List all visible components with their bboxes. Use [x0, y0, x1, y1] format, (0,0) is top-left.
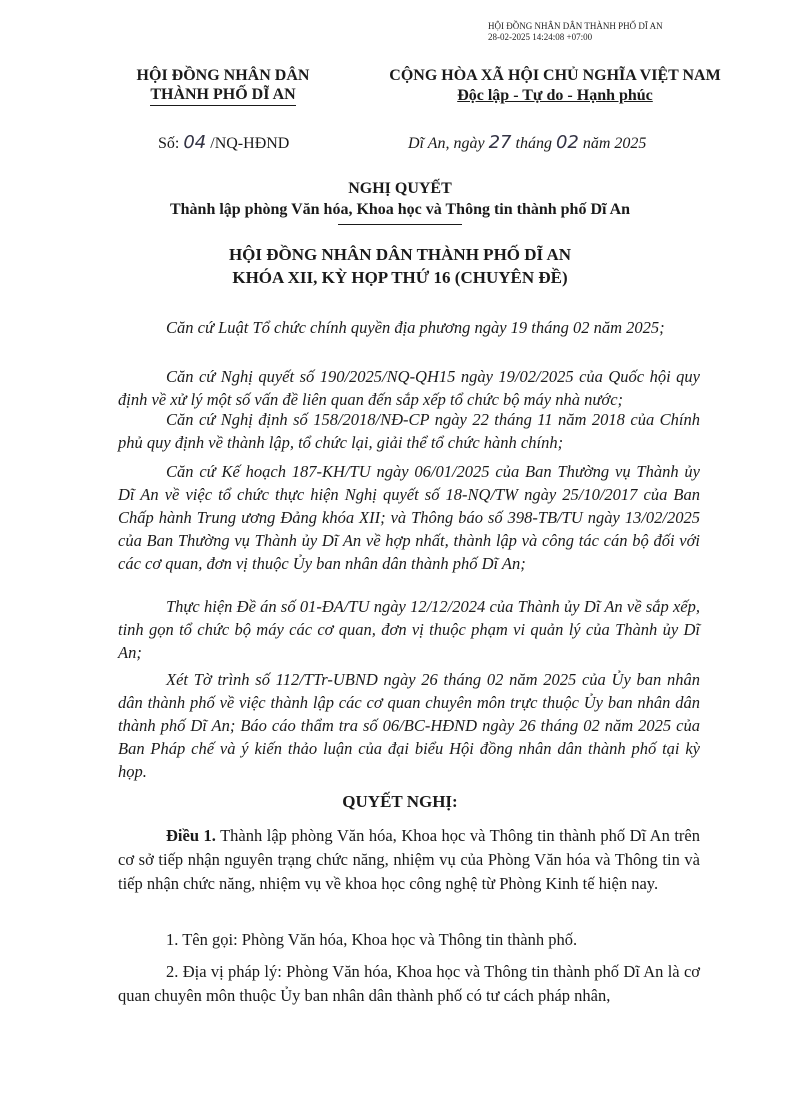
doc-number-suffix: /NQ-HĐND — [206, 135, 290, 152]
council-session: KHÓA XII, KỲ HỌP THỨ 16 (CHUYÊN ĐỀ) — [232, 268, 568, 287]
document-subject: Thành lập phòng Văn hóa, Khoa học và Thông tin thành phố Dĩ An — [169, 201, 631, 218]
article-1-item-2: 2. Địa vị pháp lý: Phòng Văn hóa, Khoa học và Thông tin thành phố Dĩ An là cơ quan chuyên môn thuộc Ủy ban nhân dân thành phố có tư cách pháp nhân, — [118, 962, 700, 1005]
council-name: HỘI ĐỒNG NHÂN DÂN THÀNH PHỐ DĨ AN — [228, 245, 572, 264]
legal-basis-5: Thực hiện Đề án số 01-ĐA/TU ngày 12/12/2024 của Thành ủy Dĩ An về sắp xếp, tinh gọn tổ chức bộ máy các cơ quan, đơn vị thuộc phạm vi quản lý của Thành ủy Dĩ An; — [118, 597, 700, 662]
subject-underline — [338, 224, 462, 225]
national-motto — [350, 66, 760, 106]
doc-number-handwritten: 04 — [183, 132, 207, 153]
country-name: CỘNG HÒA XÃ HỘI CHỦ NGHĨA VIỆT NAM — [389, 67, 721, 84]
date-prefix: Dĩ An, ngày — [408, 135, 489, 152]
legal-basis-1: Căn cứ Luật Tổ chức chính quyền địa phương ngày 19 tháng 02 năm 2025; — [166, 318, 665, 337]
article-1-item-1: 1. Tên gọi: Phòng Văn hóa, Khoa học và Thông tin thành phố. — [166, 930, 578, 949]
date-day: 27 — [488, 132, 512, 153]
resolution-heading: QUYẾT NGHỊ: — [342, 792, 458, 811]
document-number — [158, 132, 289, 153]
doc-number-prefix: Số: — [158, 135, 184, 152]
article-1-label: Điều 1. — [166, 826, 216, 845]
article-1 — [118, 824, 700, 896]
document-type: NGHỊ QUYẾT — [348, 180, 452, 197]
date-middle: tháng — [511, 135, 556, 152]
issuing-body-line1: HỘI ĐỒNG NHÂN DÂN — [136, 67, 310, 84]
date-suffix: năm 2025 — [578, 135, 647, 152]
legal-basis-6: Xét Tờ trình số 112/TTr-UBND ngày 26 tháng 02 năm 2025 của Ủy ban nhân dân thành phố về việc thành lập các cơ quan chuyên môn trực thuộc Ủy ban nhân dân thành phố Dĩ An; Báo cáo thẩm tra số 06/BC-HĐND ngày 26 tháng 02 năm 2025 của Ban Pháp chế và ý kiến thảo luận của đại biểu Hội đồng nhân dân thành phố tại kỳ họp. — [118, 670, 700, 781]
issuing-body-line2: THÀNH PHỐ DĨ AN — [150, 85, 295, 106]
legal-basis-2: Căn cứ Nghị quyết số 190/2025/NQ-QH15 ngày 19/02/2025 của Quốc hội quy định về xử lý một số vấn đề liên quan đến sắp xếp tổ chức bộ máy nhà nước; — [118, 367, 700, 409]
date-month: 02 — [555, 132, 579, 153]
issuing-body — [118, 66, 328, 106]
legal-basis-3: Căn cứ Nghị định số 158/2018/NĐ-CP ngày 22 tháng 11 năm 2018 của Chính phủ quy định về thành lập, tổ chức lại, giải thể tổ chức hành chính; — [118, 410, 700, 452]
article-1-text: Thành lập phòng Văn hóa, Khoa học và Thông tin thành phố Dĩ An trên cơ sở tiếp nhận nguyên trạng chức năng, nhiệm vụ của Phòng Văn hóa và Thông tin và tiếp nhận chức năng, nhiệm vụ về khoa học công nghệ từ Phòng Kinh tế hiện nay. — [118, 826, 701, 893]
digital-signature-stamp — [488, 21, 663, 43]
stamp-issuer: HỘI ĐỒNG NHÂN DÂN THÀNH PHỐ DĨ AN — [488, 21, 663, 31]
motto: Độc lập - Tự do - Hạnh phúc — [457, 87, 653, 104]
stamp-timestamp: 28-02-2025 14:24:08 +07:00 — [488, 32, 593, 42]
document-date — [408, 132, 646, 153]
legal-basis-4: Căn cứ Kế hoạch 187-KH/TU ngày 06/01/2025 của Ban Thường vụ Thành ủy Dĩ An về việc tổ chức thực hiện Nghị quyết số 18-NQ/TW ngày 25/10/2017 của Ban Chấp hành Trung ương Đảng khóa XII; và Thông báo số 398-TB/TU ngày 13/02/2025 của Ban Thường vụ Thành ủy Dĩ An về hợp nhất, thành lập và công tác cán bộ đối với các cơ quan, đơn vị thuộc Ủy ban nhân dân thành phố Dĩ An; — [118, 462, 700, 573]
